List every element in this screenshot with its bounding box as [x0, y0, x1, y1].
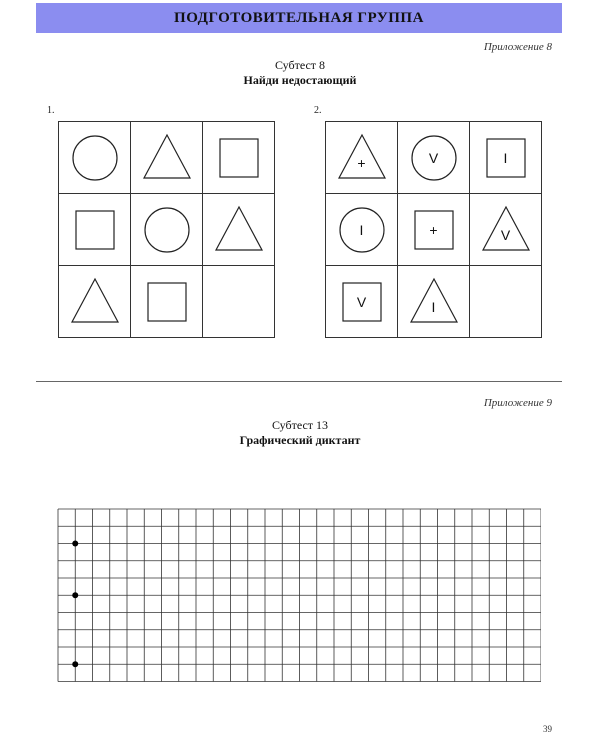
- cell-symbol: +: [357, 154, 366, 171]
- dictation-grid[interactable]: [57, 508, 541, 692]
- subtest-13-title: Субтест 13: [271, 418, 329, 432]
- matrix-cell: [131, 122, 203, 194]
- triangle-shape: [144, 135, 190, 178]
- subtest-13-heading: [0, 418, 600, 448]
- cell-symbol: I: [431, 298, 436, 315]
- matrix-cell: [131, 194, 203, 266]
- matrix-cell: [59, 266, 131, 338]
- subtest-8-subtitle: Найди недостающий: [243, 73, 357, 87]
- matrix-cell: [59, 122, 131, 194]
- cell-symbol: I: [359, 221, 364, 238]
- task-1-number: 1.: [47, 105, 55, 116]
- matrix-cell-empty[interactable]: [203, 266, 275, 338]
- matrix-cell: [326, 266, 398, 338]
- triangle-icon: [59, 266, 131, 338]
- appendix-8-label: Приложение 8: [483, 41, 552, 53]
- matrix-cell: [470, 194, 542, 266]
- circle-shape: [145, 208, 189, 252]
- dictation-grid-svg[interactable]: [57, 508, 541, 687]
- matrix-cell: [470, 122, 542, 194]
- cell-symbol: V: [428, 149, 439, 166]
- appendix-9-label: Приложение 9: [483, 397, 552, 409]
- matrix-cell: [398, 194, 470, 266]
- subtest-13-subtitle: Графический диктант: [239, 433, 361, 447]
- circle-icon: [131, 194, 203, 266]
- triangle-icon: [131, 122, 203, 194]
- start-dot: [72, 541, 78, 547]
- subtest-8-heading: [0, 58, 600, 88]
- square-icon: [131, 266, 203, 338]
- subtest-8-title: Субтест 8: [274, 58, 326, 72]
- matrix-cell: [326, 194, 398, 266]
- page-title: ПОДГОТОВИТЕЛЬНАЯ ГРУППА: [174, 9, 424, 26]
- matrix-cell: [398, 122, 470, 194]
- square-shape: [76, 211, 114, 249]
- task-2-matrix: [325, 121, 542, 338]
- matrix-cell: [203, 194, 275, 266]
- start-dot: [72, 592, 78, 598]
- matrix-cell: [326, 122, 398, 194]
- task-1-matrix: [58, 121, 275, 338]
- matrix-cell: [131, 266, 203, 338]
- cell-symbol: V: [500, 226, 511, 243]
- matrix-cell-empty[interactable]: [470, 266, 542, 338]
- section-divider: [36, 381, 562, 382]
- cell-symbol: V: [356, 293, 367, 310]
- cell-symbol: +: [429, 221, 438, 238]
- page-number: 39: [543, 724, 552, 734]
- matrix-cell: [398, 266, 470, 338]
- circle-icon: [59, 122, 131, 194]
- matrix-cell: [59, 194, 131, 266]
- matrix-cell: [203, 122, 275, 194]
- triangle-shape: [216, 207, 262, 250]
- start-dot: [72, 661, 78, 667]
- square-shape: [148, 283, 186, 321]
- header-bar: [36, 3, 562, 33]
- square-icon: [203, 122, 275, 194]
- square-shape: [220, 139, 258, 177]
- triangle-icon: [203, 194, 275, 266]
- circle-shape: [73, 136, 117, 180]
- square-icon: [59, 194, 131, 266]
- cell-symbol: I: [503, 149, 508, 166]
- task-2-number: 2.: [314, 105, 322, 116]
- triangle-shape: [72, 279, 118, 322]
